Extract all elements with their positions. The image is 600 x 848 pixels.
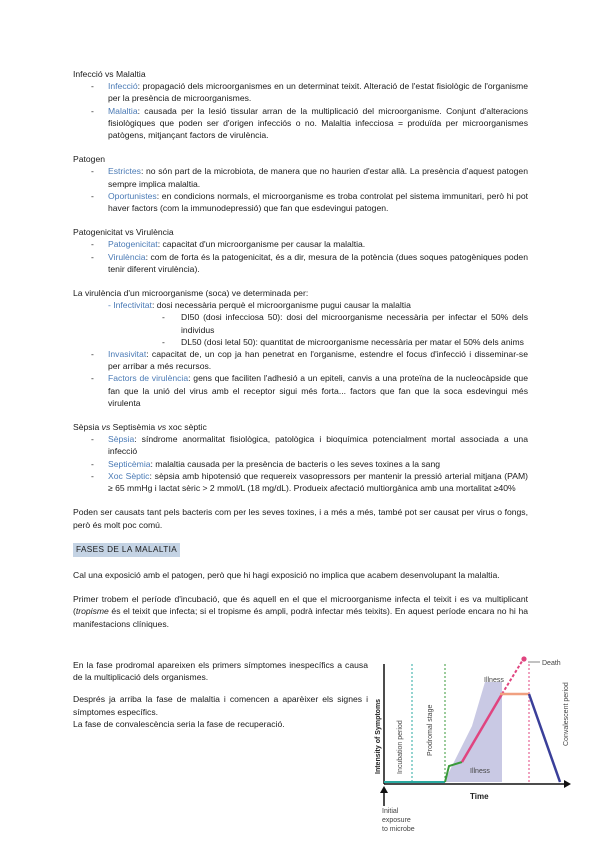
list-item [73,238,528,250]
term-sepsia: Sèpsia [108,434,135,445]
list-item [73,372,528,409]
convalescent-curve [529,694,560,782]
convalescent-label: Convalescent period [563,682,570,746]
title-vs: vs [157,422,167,433]
initial-exposure-label-2: exposure [382,817,411,824]
term-oportunistes: Oportunistes [108,190,157,201]
term-infeccio: Infecció [108,81,138,92]
spacer [73,275,528,287]
title-part: Septisèmia [110,422,158,433]
section-title-patogen: Patogen [73,154,106,165]
list-item [73,348,528,372]
term-patogenicitat: Patogenicitat [108,239,158,250]
term-virulencia: Virulència [108,251,146,262]
definition-text: : malaltia causada per la presència de bacteris o les seves toxines a la sang [150,458,441,469]
list-item: - DL50 (dosi letal 50): quantitat de microorganisme necessària per matar el 50% dels anims [73,336,528,348]
paragraph-malaltia: Després ja arriba la fase de malaltia i comencen a aparèixer els signes i símptomes específics. [73,694,368,717]
initial-exposure-label-1: Initial [382,808,399,815]
spacer [73,494,528,506]
list-item [73,470,528,494]
spacer [73,141,528,153]
term-xoc-septic: Xoc Sèptic [108,470,150,481]
term-septicemia: Septicèmia [108,458,151,469]
paragraph-exposicio: Cal una exposició amb el patogen, però que hi hagi exposició no implica que acabem desenvolupant la malaltia. [73,569,500,580]
term-malaltia: Malaltia [108,105,138,116]
list-item [73,251,528,275]
text-part: Primer trobem el període d'incubació, que és aquell en el que el microorganisme infecta el teixit i es va multiplicant ( [73,594,528,617]
definition-text: : com de forta és la patogenicitat, és a dir, mesura de la potència (dues soques patogèniques poden tenir diferent virulència). [108,251,528,274]
title-vs: vs [101,422,111,433]
title-part: xoc sèptic [166,422,207,433]
term-estrictes: Estrictes [108,166,141,177]
list-patogenicitat [73,238,528,275]
y-axis-label: Intensity of Symptoms [375,698,382,774]
list-infeccio-malaltia [73,80,528,141]
list-item [73,458,528,470]
sublist-dosis [73,311,528,348]
paragraph-convalescencia: La fase de convalescència seria la fase de recuperació. [73,718,285,729]
section-banner-fases: FASES DE LA MALALTIA [73,543,180,557]
illness-shaded-area-2 [472,682,502,782]
spacer [73,531,528,543]
spacer [73,214,528,226]
list-item [73,190,528,214]
list-item [73,165,528,189]
definition-text: : propagació dels microorganismes en un determinat teixit. Alteració de l'estat fisiològic de l'organisme per la presència de microorganismes. [108,81,528,104]
spacer [73,581,528,593]
definition-text: : síndrome anormalitat fisiològica, patològica i bioquímica potencialment mortal associada a una infecció [108,434,528,457]
exposure-arrow-head [380,786,388,793]
document-body [73,68,528,630]
list-item [73,105,528,142]
definition-text: : capacitat d'un microorganisme per causar la malaltia. [157,239,366,250]
list-virulencia-factors [73,348,528,409]
section-title-patogenicitat: Patogenicitat vs Virulència [73,227,174,238]
term-infectivitat: - Infectivitat [108,300,152,311]
death-point [521,656,526,661]
infectivitat-line [73,299,528,311]
title-part: Sèpsia [73,422,102,433]
term-factors-virulencia: Factors de virulència [108,373,189,384]
list-item [73,80,528,104]
definition-text: : gens que faciliten l'adhesió a un epiteli, canvis a una proteïna de la nucleocàpside que fan que la unió del virus amb el receptor sigui més forta... factors que fan que la soca esdevingui més virulenta [108,373,528,408]
term-invasivitat: Invasivitat [108,349,147,360]
x-axis-arrow [564,780,571,788]
text-part: és el teixit que infecta; si el tropisme és ampli, podrà infectar més teixits). En aquest període encara no hi ha manifestacions clíniques. [73,606,528,629]
spacer [73,683,368,693]
definition-text: : dosi necessària perquè el microorganisme pugui causar la malaltia [151,300,411,311]
illness-area-label: Illness [470,768,490,775]
definition-text: : capacitat de, un cop ja han penetrat en l'organisme, estendre el focus d'infecció i disseminar-se per arribar a més recursos. [108,349,528,372]
illness-top-label: Illness [484,677,504,684]
list-item: - DI50 (dosi infecciosa 50): dosi del microorganisme necessària per infectar el 50% dels individus [73,311,528,335]
disease-phases-diagram [372,656,572,836]
list-sepsia [73,433,528,494]
initial-exposure-label-3: to microbe [382,826,415,833]
paragraph-prodromal: En la fase prodromal apareixen els primers símptomes inespecífics a causa de la multiplicació dels organismes. [73,660,368,683]
paragraph-incubacio [73,593,528,630]
list-patogen [73,165,528,214]
definition-text: : no són part de la microbiota, de manera que no haurien d'estar allà. La presència d'aquest patogen sempre implica malaltia. [108,166,528,189]
prodromal-label: Prodromal stage [427,704,434,756]
phases-description [73,659,368,730]
spacer [73,409,528,421]
spacer [73,557,528,569]
definition-text: : sèpsia amb hipotensió que requereix vasopressors per mantenir la pressió arterial mitjana (PAM) ≥ 65 mmHg i lactat sèric > 2 mmol/L (18 mg/dL). Produeix afectació multiorgànica amb una mortalitat ≥40% [108,470,528,494]
definition-text: : en condicions normals, el microorganisme es troba controlat pel sistema immunitari, però hi pot haver factors (com la immunodepressió) que fan que esdevingui patogen. [108,190,528,214]
death-dashed-line [502,658,524,694]
list-item [73,433,528,457]
text-emphasis: tropisme [75,606,109,617]
death-label: Death [542,660,561,667]
paragraph-causes: Poden ser causats tant pels bacteris com per les seves toxines, i a més a més, també pot ser causat per virus o fongs, però és molt poc comú. [73,507,528,530]
x-axis-label: Time [470,792,489,801]
section-title-sepsia [73,421,528,433]
incubation-label: Incubation period [397,720,404,774]
section-title-virulencia-determinada: La virulència d'un microorganisme (soca) ve determinada per: [73,288,309,299]
definition-text: : causada per la lesió tissular arran de la multiplicació del microorganisme. Conjunt d'alteracions fisiològiques que poden ser d'origen infecciós o no. Malaltia infecciosa = produïda per microorganismes patògens, mitjançant factors de virulència. [108,105,528,141]
section-title-infeccio-vs-malaltia: Infecció vs Malaltia [73,69,146,79]
